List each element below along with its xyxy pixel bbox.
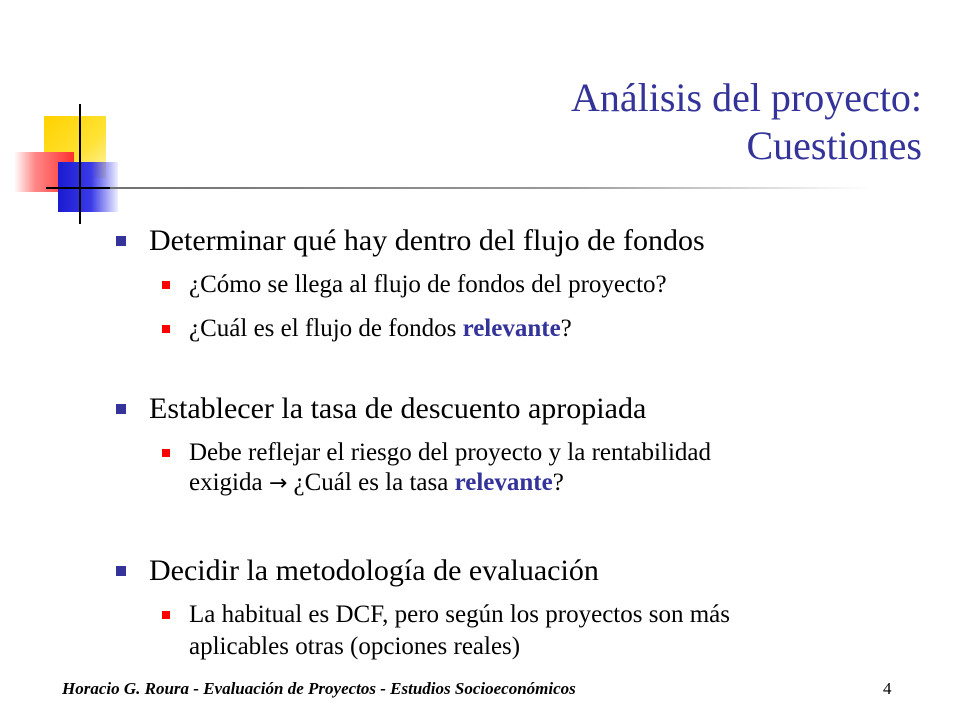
sub-bullet-marker-icon: [162, 281, 170, 289]
bullet-3-sub-1-line1: La habitual es DCF, pero según los proyectos son más: [189, 601, 730, 628]
bullet-marker-icon: [116, 236, 126, 246]
bullet-1-sub-1-text: ¿Cómo se llega al flujo de fondos del proyecto?: [189, 271, 667, 298]
bullet-1-text: Determinar qué hay dentro del flujo de fondos: [149, 224, 705, 257]
bullet-3-sub-1: [189, 600, 730, 630]
bullet-3-text: Decidir la metodología de evaluación: [149, 554, 599, 587]
bullet-1-sub-2-after: ?: [560, 315, 572, 342]
bullet-1-sub-2-before: ¿Cuál es el flujo de fondos: [189, 315, 463, 342]
bullet-2-sub-1-cont: [189, 468, 564, 499]
bullet-2: [149, 392, 646, 426]
bullet-2-sub-1-line2-mid: ¿Cuál es la tasa: [287, 469, 455, 496]
highlight-relevante: relevante: [454, 469, 553, 496]
slide-title-line1: Análisis del proyecto:: [570, 75, 922, 120]
highlight-relevante: relevante: [462, 315, 561, 342]
bullet-1-sub-2: [189, 314, 572, 344]
bullet-2-text: Establecer la tasa de descuento apropiada: [149, 392, 647, 425]
slide-title-line2: Cuestiones: [746, 123, 922, 168]
bullet-1-sub-1: [189, 270, 667, 300]
bullet-3-sub-1-cont: [189, 632, 520, 662]
bullet-2-sub-1: [189, 438, 711, 468]
footer-credit: Horacio G. Roura - Evaluación de Proyectos - Estudios Socioeconómicos: [62, 679, 576, 698]
sub-bullet-marker-icon: [162, 611, 170, 619]
sub-bullet-marker-icon: [162, 325, 170, 333]
sub-bullet-marker-icon: [162, 449, 170, 457]
bullet-1: [149, 224, 705, 258]
bullet-3-sub-1-line2: aplicables otras (opciones reales): [189, 633, 521, 660]
bullet-2-sub-1-after: ?: [552, 469, 564, 496]
bullet-marker-icon: [116, 566, 126, 576]
bullet-marker-icon: [116, 404, 126, 414]
page-number: 4: [883, 679, 892, 698]
right-arrow-icon: →: [268, 471, 288, 496]
bullet-3: [149, 554, 599, 588]
bullet-2-sub-1-line1: Debe reflejar el riesgo del proyecto y la rentabilidad: [189, 439, 711, 466]
bullet-2-sub-1-line2-before: exigida: [189, 469, 269, 496]
